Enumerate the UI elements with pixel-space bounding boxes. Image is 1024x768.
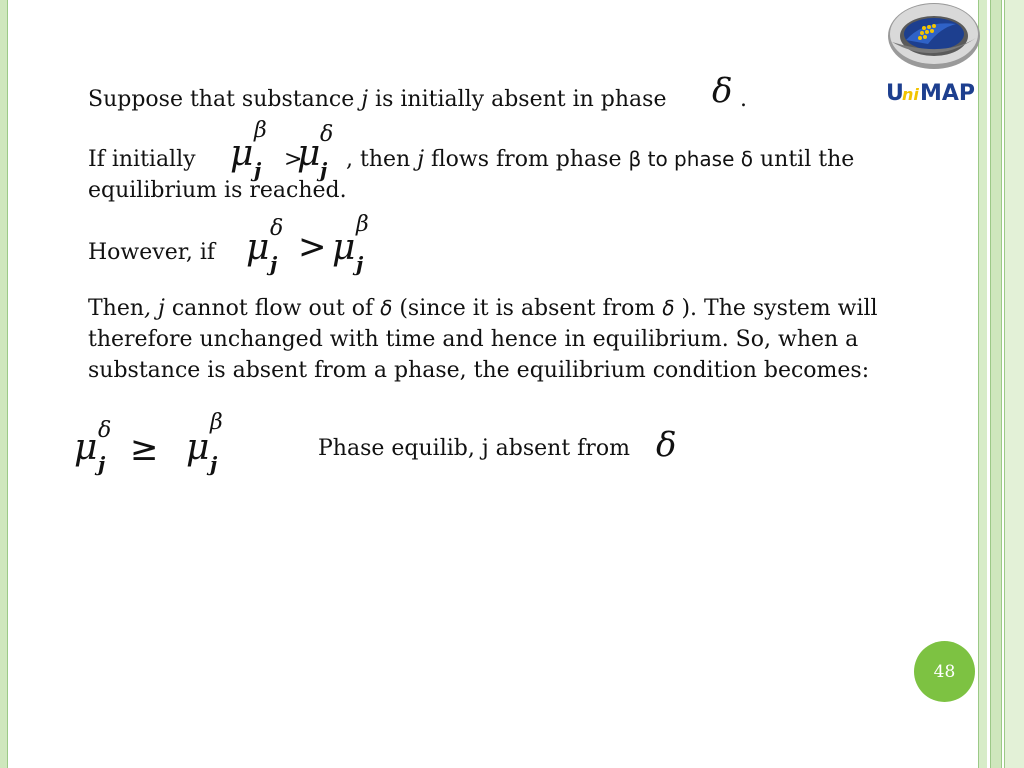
line-absent-statement	[88, 84, 666, 115]
mu-symbol: μ	[74, 427, 98, 468]
delta-symbol: δ	[656, 425, 677, 465]
beta-to-delta: β to phase δ	[628, 147, 753, 171]
subscript: j	[356, 252, 364, 276]
right-border-strip	[1004, 0, 1024, 768]
superscript: δ	[98, 418, 112, 443]
right-border-strip	[990, 0, 1002, 768]
logo-wordmark-map: MAP	[920, 81, 976, 106]
subscript: j	[98, 452, 106, 476]
page-number-badge	[914, 641, 975, 702]
mu-symbol: μ	[332, 227, 356, 268]
subscript: j	[254, 158, 262, 182]
superscript: β	[254, 118, 267, 143]
page-number: 48	[933, 661, 956, 682]
right-border-strip	[978, 0, 987, 768]
text: (since it is absent from	[392, 296, 663, 321]
subscript: j	[320, 158, 328, 182]
subscript: j	[210, 452, 218, 476]
greater-equal: ≥	[130, 429, 159, 469]
text: , then	[346, 147, 418, 172]
greater-than: >	[284, 147, 303, 172]
period: .	[740, 87, 747, 112]
greater-than: >	[298, 227, 327, 267]
text: Suppose that substance	[88, 87, 362, 112]
condition-label: Phase equilib, j absent from	[318, 436, 630, 461]
left-border	[0, 0, 8, 768]
superscript: δ	[270, 216, 284, 241]
if-initially-label: If initially	[88, 147, 196, 172]
logo-wordmark-u: U	[886, 81, 904, 106]
mu-symbol: μ	[246, 227, 270, 268]
text: until the	[753, 147, 855, 172]
text: cannot flow out of	[164, 296, 381, 321]
unimap-logo	[884, 0, 984, 108]
mu-symbol: μ	[230, 133, 254, 174]
variable-j: j	[151, 296, 165, 321]
mu-symbol: μ	[186, 427, 210, 468]
superscript: β	[356, 212, 369, 237]
superscript: δ	[320, 122, 334, 147]
text: ,	[144, 296, 152, 321]
mu-symbol: μ	[297, 133, 321, 174]
variable-j: j	[417, 147, 425, 172]
delta-symbol: δ	[662, 296, 675, 320]
however-if-label: However, if	[88, 240, 215, 265]
logo-wordmark-ni: ni	[902, 85, 919, 104]
text: ). The system will therefore unchanged with time and hence in equilibrium. So, when a substance is absent from a phase, the equilibrium condition becomes:	[88, 296, 878, 383]
delta-symbol: δ	[712, 71, 733, 111]
equilibrium-reached: equilibrium is reached.	[88, 178, 347, 203]
line-flows-statement	[346, 144, 854, 175]
delta-symbol: δ	[380, 296, 393, 320]
text: Then	[88, 296, 145, 321]
superscript: β	[210, 410, 223, 435]
text: flows from phase	[424, 147, 629, 172]
unimap-emblem-icon	[884, 0, 984, 108]
variable-j: j	[361, 87, 369, 112]
text: is initially absent in phase	[368, 87, 667, 112]
subscript: j	[270, 252, 278, 276]
explanation-paragraph	[88, 293, 938, 386]
